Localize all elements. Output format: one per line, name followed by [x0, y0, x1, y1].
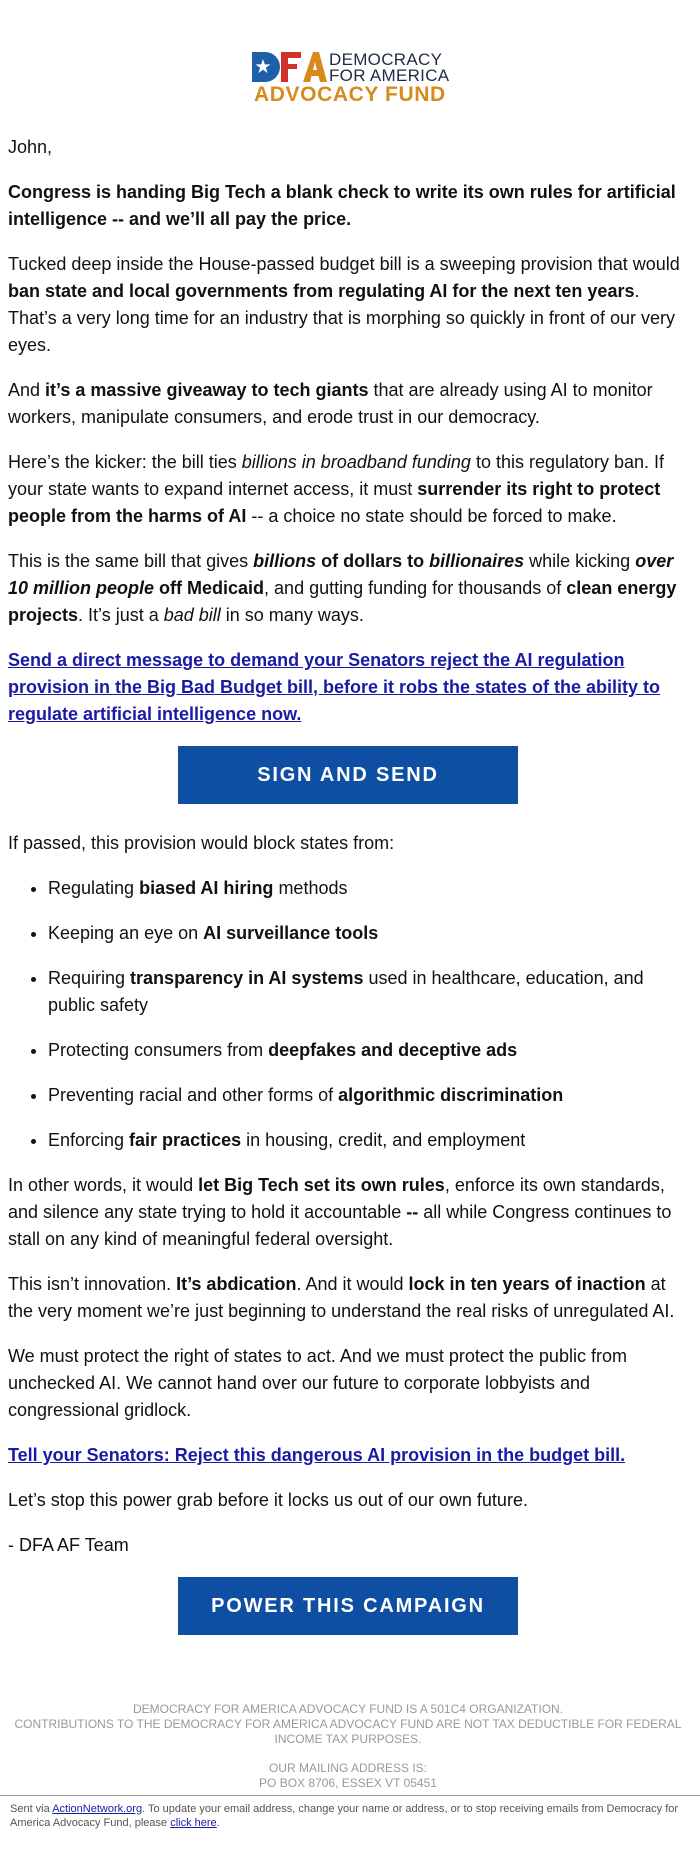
list-intro: If passed, this provision would block states from: — [8, 833, 395, 853]
text: used in healthcare, education, and public safety — [48, 968, 644, 1015]
text: -- a choice no state should be forced to make. — [246, 506, 617, 526]
text: In other words, it would — [8, 1175, 199, 1195]
bold-text: surrender its right to protect people from the harms of AI — [8, 479, 661, 526]
text: Sent via — [10, 1803, 53, 1815]
italic-text: billions in broadband funding — [241, 452, 471, 472]
tell-senators-link[interactable]: Tell your Senators: Reject this dangerous AI provision in the budget bill. — [8, 1445, 626, 1465]
button-row — [8, 746, 688, 804]
text: . That’s a very long time for an industry that is morphing so quickly in front of our very eyes. — [8, 281, 675, 355]
footer-disclaimer — [8, 1702, 688, 1805]
text: Tucked deep inside the House-passed budget bill is a sweeping provision that would — [8, 254, 680, 274]
bold-text: algorithmic discrimination — [338, 1085, 564, 1105]
list-item — [48, 875, 688, 902]
bold-text: It’s abdication — [176, 1274, 297, 1294]
logo-line-for-america: FOR AMERICA — [329, 66, 450, 85]
paragraph-ban — [8, 251, 688, 359]
bold-text: transparency in AI systems — [130, 968, 364, 988]
text: in so many ways. — [220, 605, 364, 625]
unsubscribe-notice — [10, 1802, 690, 1830]
text: that are already using AI to monitor workers, manipulate consumers, and erode trust in our democracy. — [8, 380, 653, 427]
power-this-campaign-button[interactable]: POWER THIS CAMPAIGN — [178, 1577, 518, 1635]
footer-block — [8, 1702, 688, 1747]
bold-text: it’s a massive giveaway to tech giants — [45, 380, 369, 400]
text: This isn’t innovation. — [8, 1274, 177, 1294]
footer-contributions-line: CONTRIBUTIONS TO THE DEMOCRACY FOR AMERICA ADVOCACY FUND ARE NOT TAX DEDUCTIBLE FOR FEDERAL INCOME TAX PURPOSES. — [14, 1717, 682, 1746]
dfa-logo[interactable] — [251, 48, 451, 104]
intro-paragraph — [8, 179, 688, 233]
dfa-logo-mark — [251, 50, 327, 84]
footer-mailing-label: OUR MAILING ADDRESS IS: — [268, 1761, 428, 1775]
paragraph-cta-link — [8, 647, 688, 728]
bold-text: clean energy projects — [8, 578, 677, 625]
text: . It’s just a — [78, 605, 164, 625]
bold-text: off Medicaid — [154, 578, 265, 598]
bold-text: biased AI hiring — [139, 878, 274, 898]
text: . To update your email address, change your name or address, or to stop receiving emails from Democracy for America Advocacy Fund, please — [10, 1803, 679, 1829]
text: . — [216, 1817, 220, 1829]
list-item — [48, 1037, 688, 1064]
bold-text: let Big Tech set its own rules — [198, 1175, 445, 1195]
text: in housing, credit, and employment — [241, 1130, 526, 1150]
list-item — [48, 1127, 688, 1154]
actionnetwork-link[interactable]: ActionNetwork.org — [52, 1803, 143, 1815]
greeting: John, — [8, 137, 53, 157]
bold-text: -- — [406, 1202, 419, 1222]
text: , enforce its own standards, and silence any state trying to hold it accountable — [8, 1175, 665, 1222]
bold-italic-text: over 10 million people — [8, 551, 674, 598]
paragraph-giveaway — [8, 377, 688, 431]
text: to this regulatory ban. If your state wants to expand internet access, it must — [8, 452, 665, 499]
text: . And it would — [296, 1274, 409, 1294]
paragraph-kicker — [8, 449, 688, 530]
text: at the very moment we’re just beginning to understand the real risks of unregulated AI. — [8, 1274, 675, 1321]
footer-divider — [0, 1795, 700, 1796]
footer-org-line: DEMOCRACY FOR AMERICA ADVOCACY FUND IS A 501C4 ORGANIZATION. — [132, 1702, 564, 1716]
bold-text: lock in ten years of inaction — [408, 1274, 646, 1294]
text: while kicking — [524, 551, 636, 571]
text: This is the same bill that gives — [8, 551, 254, 571]
paragraph-cta-link-2 — [8, 1442, 688, 1469]
send-message-link[interactable]: Send a direct message to demand your Senators reject the AI regulation provision in the Big Bad Budget bill, before it robs the states of the ability to regulate artificial intelligence now. — [8, 650, 661, 724]
paragraph-abdication — [8, 1271, 688, 1325]
text: methods — [273, 878, 348, 898]
email-body — [8, 134, 688, 1661]
paragraph-closing: Let’s stop this power grab before it locks us out of our own future. — [8, 1490, 528, 1510]
blocked-list — [8, 875, 688, 1154]
button-row-2 — [8, 1577, 688, 1635]
text: Here’s the kicker: the bill ties — [8, 452, 242, 472]
text: Protecting consumers from — [48, 1040, 269, 1060]
italic-text: bad bill — [163, 605, 221, 625]
bold-text: of dollars to — [316, 551, 430, 571]
bold-text: deepfakes and deceptive ads — [268, 1040, 518, 1060]
text: Preventing racial and other forms of — [48, 1085, 339, 1105]
bold-italic-text: billions — [253, 551, 317, 571]
text: And — [8, 380, 46, 400]
text: Keeping an eye on — [48, 923, 204, 943]
footer-address-block — [8, 1761, 688, 1791]
logo-line-democracy: DEMOCRACY — [329, 50, 443, 69]
bold-text: ban state and local governments from regulating AI for the next ten years — [8, 281, 635, 301]
text: Regulating — [48, 878, 140, 898]
footer-address: PO BOX 8706, ESSEX VT 05451 — [259, 1776, 437, 1790]
list-item — [48, 965, 688, 1019]
paragraph-protect: We must protect the right of states to act. And we must protect the public from unchecked AI. We cannot hand over our future to corporate lobbyists and congressional gridlock. — [8, 1346, 627, 1420]
click-here-link[interactable]: click here — [170, 1817, 217, 1829]
text: Enforcing — [48, 1130, 130, 1150]
list-item — [48, 920, 688, 947]
sign-and-send-button[interactable]: SIGN AND SEND — [178, 746, 518, 804]
intro-bold: Congress is handing Big Tech a blank check to write its own rules for artificial intelligence -- and we’ll all pay the price. — [8, 182, 676, 229]
bold-text: fair practices — [129, 1130, 242, 1150]
bold-italic-text: billionaires — [429, 551, 525, 571]
paragraph-medicaid — [8, 548, 688, 629]
paragraph-own-rules — [8, 1172, 688, 1253]
text: , and gutting funding for thousands of — [264, 578, 567, 598]
signoff: - DFA AF Team — [8, 1535, 129, 1555]
text: Requiring — [48, 968, 131, 988]
logo-line-advocacy-fund: ADVOCACY FUND — [254, 83, 446, 106]
bold-text: AI surveillance tools — [203, 923, 379, 943]
list-item — [48, 1082, 688, 1109]
text: all while Congress continues to stall on any kind of meaningful federal oversight. — [8, 1202, 672, 1249]
